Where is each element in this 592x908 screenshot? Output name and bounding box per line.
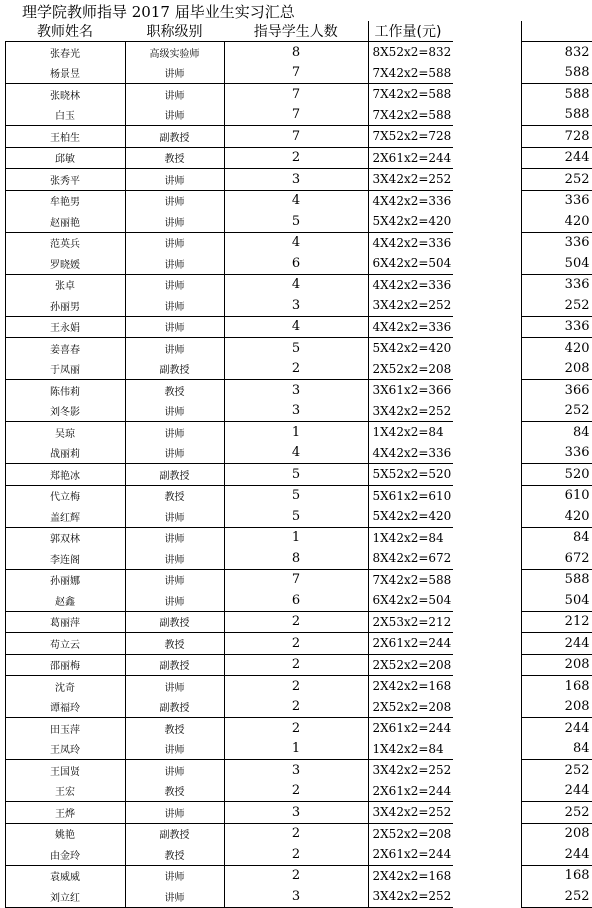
name-cell[interactable]: 葛丽萍 xyxy=(5,611,125,633)
rank-cell[interactable]: 教授 xyxy=(125,147,224,169)
total-cell[interactable]: 588 xyxy=(521,84,592,105)
table-body xyxy=(0,42,592,908)
empty-cell[interactable] xyxy=(453,802,521,824)
count-cell[interactable]: 2 xyxy=(224,865,368,886)
table-row xyxy=(0,611,592,633)
name-cell[interactable]: 由金玲 xyxy=(5,844,125,865)
total-cell[interactable]: 832 xyxy=(521,42,592,63)
rank-cell[interactable]: 副教授 xyxy=(125,359,224,380)
count-cell[interactable]: 7 xyxy=(291,107,301,123)
table-row xyxy=(0,42,592,63)
formula-cell[interactable]: 2X61x2=244 xyxy=(368,147,453,169)
name-cell[interactable]: 谭福玲 xyxy=(5,697,125,718)
rank-cell[interactable]: 教授 xyxy=(125,781,224,802)
count-cell[interactable]: 2 xyxy=(291,783,301,799)
empty-cell[interactable] xyxy=(453,844,521,865)
formula-cell[interactable]: 2X52x2=208 xyxy=(368,823,453,844)
rank-cell[interactable]: 讲师 xyxy=(125,211,224,232)
formula-cell[interactable]: 2X52x2=208 xyxy=(368,697,453,718)
rank-cell[interactable]: 高级实验师 xyxy=(125,42,224,63)
empty-cell[interactable] xyxy=(453,42,521,63)
table-row xyxy=(0,697,592,718)
total-cell[interactable]: 84 xyxy=(521,527,592,548)
count-cell[interactable]: 2 xyxy=(224,718,368,739)
table-row xyxy=(0,422,592,443)
table-row xyxy=(0,569,592,590)
count-cell[interactable]: 2 xyxy=(224,633,368,655)
formula-cell[interactable]: 7X42x2=588 xyxy=(368,63,453,84)
name-cell[interactable]: 邱敏 xyxy=(5,147,125,169)
empty-cell[interactable] xyxy=(453,443,521,464)
rank-cell[interactable]: 讲师 xyxy=(125,105,224,126)
total-cell[interactable]: 252 xyxy=(521,295,592,316)
formula-cell[interactable]: 3X42x2=252 xyxy=(368,401,453,422)
rank-cell[interactable]: 讲师 xyxy=(125,739,224,760)
table-row xyxy=(0,739,592,760)
formula-cell[interactable]: 7X42x2=588 xyxy=(368,105,453,126)
empty-cell[interactable] xyxy=(453,401,521,422)
total-cell[interactable]: 84 xyxy=(521,739,592,760)
formula-cell[interactable]: 2X61x2=244 xyxy=(368,633,453,655)
rank-cell[interactable]: 讲师 xyxy=(125,865,224,886)
count-cell[interactable]: 3 xyxy=(291,297,301,313)
table-row xyxy=(0,169,592,191)
formula-cell[interactable]: 7X52x2=728 xyxy=(368,126,453,148)
header-count[interactable]: 指导学生人数 xyxy=(253,24,338,40)
total-cell[interactable]: 208 xyxy=(521,823,592,844)
table-row xyxy=(0,654,592,676)
count-cell[interactable]: 3 xyxy=(224,760,368,781)
empty-cell[interactable] xyxy=(453,253,521,274)
empty-cell[interactable] xyxy=(453,823,521,844)
name-cell[interactable]: 刘冬影 xyxy=(5,401,125,422)
table-row xyxy=(0,760,592,781)
table-row xyxy=(0,316,592,338)
empty-cell[interactable] xyxy=(453,147,521,169)
table-row xyxy=(0,506,592,527)
total-cell[interactable]: 252 xyxy=(521,169,592,191)
table-row xyxy=(0,676,592,697)
formula-cell[interactable]: 2X61x2=244 xyxy=(368,844,453,865)
formula-cell[interactable]: 3X42x2=252 xyxy=(368,295,453,316)
empty-cell[interactable] xyxy=(453,274,521,295)
empty-cell[interactable] xyxy=(453,569,521,590)
name-cell[interactable]: 李连阁 xyxy=(5,548,125,569)
rank-cell[interactable]: 教授 xyxy=(125,718,224,739)
formula-cell[interactable]: 3X61x2=366 xyxy=(368,380,453,401)
count-cell[interactable]: 3 xyxy=(224,380,368,401)
rank-cell[interactable]: 讲师 xyxy=(125,253,224,274)
empty-cell[interactable] xyxy=(453,338,521,359)
name-cell[interactable]: 袁威威 xyxy=(5,865,125,886)
count-cell[interactable]: 3 xyxy=(224,169,368,191)
table-row xyxy=(0,338,592,359)
empty-cell[interactable] xyxy=(453,295,521,316)
rank-cell[interactable]: 讲师 xyxy=(125,422,224,443)
formula-cell[interactable]: 3X42x2=252 xyxy=(368,886,453,907)
name-cell[interactable]: 王国贤 xyxy=(5,760,125,781)
rank-cell[interactable]: 讲师 xyxy=(125,295,224,316)
empty-cell[interactable] xyxy=(453,633,521,655)
rank-cell[interactable]: 讲师 xyxy=(125,232,224,253)
formula-cell[interactable]: 7X42x2=588 xyxy=(368,569,453,590)
rank-cell[interactable]: 讲师 xyxy=(125,190,224,211)
count-cell[interactable]: 3 xyxy=(291,403,301,419)
name-cell[interactable]: 盖红辉 xyxy=(5,506,125,527)
empty-cell[interactable] xyxy=(453,84,521,105)
empty-cell[interactable] xyxy=(453,316,521,338)
total-cell[interactable]: 504 xyxy=(521,590,592,611)
empty-cell[interactable] xyxy=(453,464,521,486)
count-cell[interactable]: 3 xyxy=(224,886,368,907)
header-name[interactable]: 教师姓名 xyxy=(37,24,93,40)
formula-cell[interactable]: 5X61x2=610 xyxy=(368,485,453,506)
table-row xyxy=(0,485,592,506)
table-row xyxy=(0,464,592,486)
empty-cell[interactable] xyxy=(453,697,521,718)
name-cell[interactable]: 陈伟莉 xyxy=(5,380,125,401)
empty-cell[interactable] xyxy=(453,506,521,527)
table-row xyxy=(0,147,592,169)
table-row xyxy=(0,443,592,464)
name-cell[interactable]: 杨景昱 xyxy=(5,63,125,84)
table-row xyxy=(0,590,592,611)
rank-cell[interactable]: 讲师 xyxy=(125,760,224,781)
total-cell[interactable]: 244 xyxy=(521,718,592,739)
name-cell[interactable]: 张晓林 xyxy=(5,84,125,105)
total-cell[interactable]: 610 xyxy=(521,485,592,506)
count-cell[interactable]: 6 xyxy=(291,592,301,608)
total-cell[interactable]: 244 xyxy=(521,844,592,865)
name-cell[interactable]: 张春光 xyxy=(5,42,125,63)
empty-cell[interactable] xyxy=(453,590,521,611)
table-row xyxy=(0,527,592,548)
name-cell[interactable]: 范英兵 xyxy=(5,232,125,253)
count-cell[interactable]: 4 xyxy=(224,274,368,295)
empty-cell[interactable] xyxy=(453,760,521,781)
table-row xyxy=(0,380,592,401)
rank-cell[interactable]: 讲师 xyxy=(125,527,224,548)
empty-cell[interactable] xyxy=(453,654,521,676)
name-cell[interactable]: 王凤玲 xyxy=(5,739,125,760)
name-cell[interactable]: 孙丽娜 xyxy=(5,569,125,590)
count-cell[interactable]: 7 xyxy=(224,126,368,148)
empty-cell[interactable] xyxy=(453,63,521,84)
count-cell[interactable]: 5 xyxy=(224,464,368,486)
total-cell[interactable]: 336 xyxy=(521,190,592,211)
count-cell[interactable]: 2 xyxy=(224,147,368,169)
total-cell[interactable]: 208 xyxy=(521,697,592,718)
rank-cell[interactable]: 副教授 xyxy=(125,654,224,676)
formula-cell[interactable]: 2X61x2=244 xyxy=(368,781,453,802)
count-cell[interactable]: 7 xyxy=(291,65,301,81)
count-cell[interactable]: 4 xyxy=(224,190,368,211)
total-cell[interactable]: 420 xyxy=(521,338,592,359)
table-row xyxy=(0,823,592,844)
formula-cell[interactable]: 4X42x2=336 xyxy=(368,316,453,338)
count-cell[interactable]: 2 xyxy=(291,361,301,377)
name-cell[interactable]: 郭双林 xyxy=(5,527,125,548)
header-rank[interactable]: 职称级别 xyxy=(146,24,203,40)
total-cell[interactable]: 520 xyxy=(521,464,592,486)
total-cell[interactable]: 84 xyxy=(521,422,592,443)
name-cell[interactable]: 赵丽艳 xyxy=(5,211,125,232)
table-row xyxy=(0,548,592,569)
count-cell[interactable]: 7 xyxy=(224,569,368,590)
name-cell[interactable]: 于凤丽 xyxy=(5,359,125,380)
table-row xyxy=(0,844,592,865)
name-cell[interactable]: 罗晓媛 xyxy=(5,253,125,274)
formula-cell[interactable]: 5X42x2=420 xyxy=(368,211,453,232)
name-cell[interactable]: 田玉萍 xyxy=(5,718,125,739)
rank-cell[interactable]: 讲师 xyxy=(125,169,224,191)
total-cell[interactable]: 252 xyxy=(521,401,592,422)
empty-cell[interactable] xyxy=(453,676,521,697)
count-cell[interactable]: 2 xyxy=(291,846,301,862)
empty-cell[interactable] xyxy=(453,781,521,802)
empty-cell[interactable] xyxy=(453,718,521,739)
name-cell[interactable]: 代立梅 xyxy=(5,485,125,506)
formula-cell[interactable]: 4X42x2=336 xyxy=(368,274,453,295)
count-cell[interactable]: 7 xyxy=(224,84,368,105)
header-work[interactable]: 工作量(元) xyxy=(368,21,521,42)
formula-cell[interactable]: 2X52x2=208 xyxy=(368,654,453,676)
table-row xyxy=(0,211,592,232)
formula-cell[interactable]: 3X42x2=252 xyxy=(368,802,453,824)
formula-cell[interactable]: 3X42x2=252 xyxy=(368,169,453,191)
total-cell[interactable]: 252 xyxy=(521,802,592,824)
formula-cell[interactable]: 4X42x2=336 xyxy=(368,190,453,211)
formula-cell[interactable]: 6X42x2=504 xyxy=(368,590,453,611)
name-cell[interactable]: 吴琼 xyxy=(5,422,125,443)
table-row xyxy=(0,781,592,802)
total-cell[interactable]: 208 xyxy=(521,359,592,380)
empty-cell[interactable] xyxy=(453,886,521,907)
total-cell[interactable]: 672 xyxy=(521,548,592,569)
rank-cell[interactable]: 讲师 xyxy=(125,886,224,907)
empty-cell[interactable] xyxy=(453,380,521,401)
rank-cell[interactable]: 副教授 xyxy=(125,611,224,633)
total-cell[interactable]: 588 xyxy=(521,105,592,126)
total-cell[interactable]: 420 xyxy=(521,506,592,527)
table-row xyxy=(0,190,592,211)
total-cell[interactable]: 366 xyxy=(521,380,592,401)
rank-cell[interactable]: 讲师 xyxy=(125,802,224,824)
total-cell[interactable]: 728 xyxy=(521,126,592,148)
formula-cell[interactable]: 1X42x2=84 xyxy=(368,527,453,548)
table-row xyxy=(0,63,592,84)
count-cell[interactable]: 2 xyxy=(291,699,301,715)
name-cell[interactable]: 沈奇 xyxy=(5,676,125,697)
formula-cell[interactable]: 5X52x2=520 xyxy=(368,464,453,486)
count-cell[interactable]: 2 xyxy=(224,611,368,633)
total-cell[interactable]: 336 xyxy=(521,316,592,338)
count-cell[interactable]: 5 xyxy=(224,338,368,359)
count-cell[interactable]: 4 xyxy=(291,445,301,461)
rank-cell[interactable]: 副教授 xyxy=(125,697,224,718)
total-cell[interactable]: 588 xyxy=(521,63,592,84)
formula-cell[interactable]: 2X61x2=244 xyxy=(368,718,453,739)
count-cell[interactable]: 5 xyxy=(291,213,301,229)
rank-cell[interactable]: 副教授 xyxy=(125,126,224,148)
count-cell[interactable]: 3 xyxy=(224,802,368,824)
name-cell[interactable]: 苟立云 xyxy=(5,633,125,655)
total-cell[interactable]: 336 xyxy=(521,232,592,253)
workload-table xyxy=(0,21,592,908)
total-cell[interactable]: 504 xyxy=(521,253,592,274)
table-row xyxy=(0,274,592,295)
table-row xyxy=(0,865,592,886)
total-cell[interactable]: 168 xyxy=(521,676,592,697)
table-row xyxy=(0,126,592,148)
rank-cell[interactable]: 讲师 xyxy=(125,569,224,590)
table-row xyxy=(0,105,592,126)
formula-cell[interactable]: 1X42x2=84 xyxy=(368,739,453,760)
total-cell[interactable]: 252 xyxy=(521,886,592,907)
name-cell[interactable]: 姜喜春 xyxy=(5,338,125,359)
rank-cell[interactable]: 讲师 xyxy=(125,676,224,697)
table-row xyxy=(0,359,592,380)
total-cell[interactable]: 212 xyxy=(521,611,592,633)
empty-cell[interactable] xyxy=(453,739,521,760)
formula-cell[interactable]: 2X42x2=168 xyxy=(368,865,453,886)
name-cell[interactable]: 白玉 xyxy=(5,105,125,126)
rank-cell[interactable]: 副教授 xyxy=(125,464,224,486)
empty-cell[interactable] xyxy=(453,211,521,232)
rank-cell[interactable]: 讲师 xyxy=(125,316,224,338)
name-cell[interactable]: 战丽莉 xyxy=(5,443,125,464)
formula-cell[interactable]: 7X42x2=588 xyxy=(368,84,453,105)
empty-cell[interactable] xyxy=(453,485,521,506)
name-cell[interactable]: 王柏生 xyxy=(5,126,125,148)
count-cell[interactable]: 2 xyxy=(224,676,368,697)
total-cell[interactable]: 420 xyxy=(521,211,592,232)
name-cell[interactable]: 邵丽梅 xyxy=(5,654,125,676)
count-cell[interactable]: 1 xyxy=(224,422,368,443)
total-cell[interactable]: 244 xyxy=(521,781,592,802)
rank-cell[interactable]: 讲师 xyxy=(125,84,224,105)
header-total[interactable] xyxy=(521,21,592,42)
empty-cell[interactable] xyxy=(453,359,521,380)
count-cell[interactable]: 8 xyxy=(224,42,368,63)
formula-cell[interactable]: 2X53x2=212 xyxy=(368,611,453,633)
formula-cell[interactable]: 5X42x2=420 xyxy=(368,338,453,359)
formula-cell[interactable]: 3X42x2=252 xyxy=(368,760,453,781)
formula-cell[interactable]: 6X42x2=504 xyxy=(368,253,453,274)
formula-cell[interactable]: 8X42x2=672 xyxy=(368,548,453,569)
empty-cell[interactable] xyxy=(453,527,521,548)
table-row xyxy=(0,253,592,274)
empty-cell[interactable] xyxy=(453,190,521,211)
table-row xyxy=(0,401,592,422)
name-cell[interactable]: 郑艳冰 xyxy=(5,464,125,486)
formula-cell[interactable]: 1X42x2=84 xyxy=(368,422,453,443)
rank-cell[interactable]: 讲师 xyxy=(125,63,224,84)
count-cell[interactable]: 6 xyxy=(291,255,301,271)
total-cell[interactable]: 252 xyxy=(521,760,592,781)
empty-cell[interactable] xyxy=(453,865,521,886)
name-cell[interactable]: 姚艳 xyxy=(5,823,125,844)
formula-cell[interactable]: 8X52x2=832 xyxy=(368,42,453,63)
name-cell[interactable]: 孙丽男 xyxy=(5,295,125,316)
count-cell[interactable]: 2 xyxy=(224,654,368,676)
empty-cell[interactable] xyxy=(453,611,521,633)
table-row xyxy=(0,84,592,105)
empty-cell[interactable] xyxy=(453,169,521,191)
count-cell[interactable]: 8 xyxy=(291,550,301,566)
count-cell[interactable]: 1 xyxy=(291,741,301,757)
rank-cell[interactable]: 教授 xyxy=(125,485,224,506)
table-row xyxy=(0,633,592,655)
table-row xyxy=(0,886,592,907)
rank-cell[interactable]: 副教授 xyxy=(125,823,224,844)
rank-cell[interactable]: 教授 xyxy=(125,633,224,655)
empty-cell[interactable] xyxy=(453,422,521,443)
rank-cell[interactable]: 讲师 xyxy=(125,548,224,569)
total-cell[interactable]: 244 xyxy=(521,147,592,169)
name-cell[interactable]: 王永娟 xyxy=(5,316,125,338)
total-cell[interactable]: 168 xyxy=(521,865,592,886)
name-cell[interactable]: 牟艳男 xyxy=(5,190,125,211)
rank-cell[interactable]: 讲师 xyxy=(125,401,224,422)
count-cell[interactable]: 1 xyxy=(224,527,368,548)
count-cell[interactable]: 2 xyxy=(224,823,368,844)
empty-cell[interactable] xyxy=(453,548,521,569)
formula-cell[interactable]: 5X42x2=420 xyxy=(368,506,453,527)
rank-cell[interactable]: 讲师 xyxy=(125,274,224,295)
sheet-title: 理学院教师指导 2017 届毕业生实习汇总 xyxy=(22,3,295,21)
formula-cell[interactable]: 2X52x2=208 xyxy=(368,359,453,380)
name-cell[interactable]: 张卓 xyxy=(5,274,125,295)
rank-cell[interactable]: 讲师 xyxy=(125,590,224,611)
name-cell[interactable]: 王烨 xyxy=(5,802,125,824)
rank-cell[interactable]: 教授 xyxy=(125,380,224,401)
empty-cell[interactable] xyxy=(453,232,521,253)
total-cell[interactable]: 588 xyxy=(521,569,592,590)
rank-cell[interactable]: 教授 xyxy=(125,844,224,865)
name-cell[interactable]: 刘立红 xyxy=(5,886,125,907)
table-row xyxy=(0,232,592,253)
rank-cell[interactable]: 讲师 xyxy=(125,338,224,359)
count-cell[interactable]: 5 xyxy=(291,508,301,524)
total-cell[interactable]: 208 xyxy=(521,654,592,676)
name-cell[interactable]: 张秀平 xyxy=(5,169,125,191)
total-cell[interactable]: 244 xyxy=(521,633,592,655)
rank-cell[interactable]: 讲师 xyxy=(125,506,224,527)
empty-cell[interactable] xyxy=(453,126,521,148)
table-row xyxy=(0,802,592,824)
total-cell[interactable]: 336 xyxy=(521,443,592,464)
table-row xyxy=(0,295,592,316)
formula-cell[interactable]: 4X42x2=336 xyxy=(368,232,453,253)
name-cell[interactable]: 赵鑫 xyxy=(5,590,125,611)
formula-cell[interactable]: 4X42x2=336 xyxy=(368,443,453,464)
rank-cell[interactable]: 讲师 xyxy=(125,443,224,464)
total-cell[interactable]: 336 xyxy=(521,274,592,295)
count-cell[interactable]: 4 xyxy=(224,232,368,253)
count-cell[interactable]: 5 xyxy=(224,485,368,506)
formula-cell[interactable]: 2X42x2=168 xyxy=(368,676,453,697)
name-cell[interactable]: 王宏 xyxy=(5,781,125,802)
empty-cell[interactable] xyxy=(453,105,521,126)
table-row xyxy=(0,718,592,739)
header-row xyxy=(0,21,592,42)
count-cell[interactable]: 4 xyxy=(224,316,368,338)
